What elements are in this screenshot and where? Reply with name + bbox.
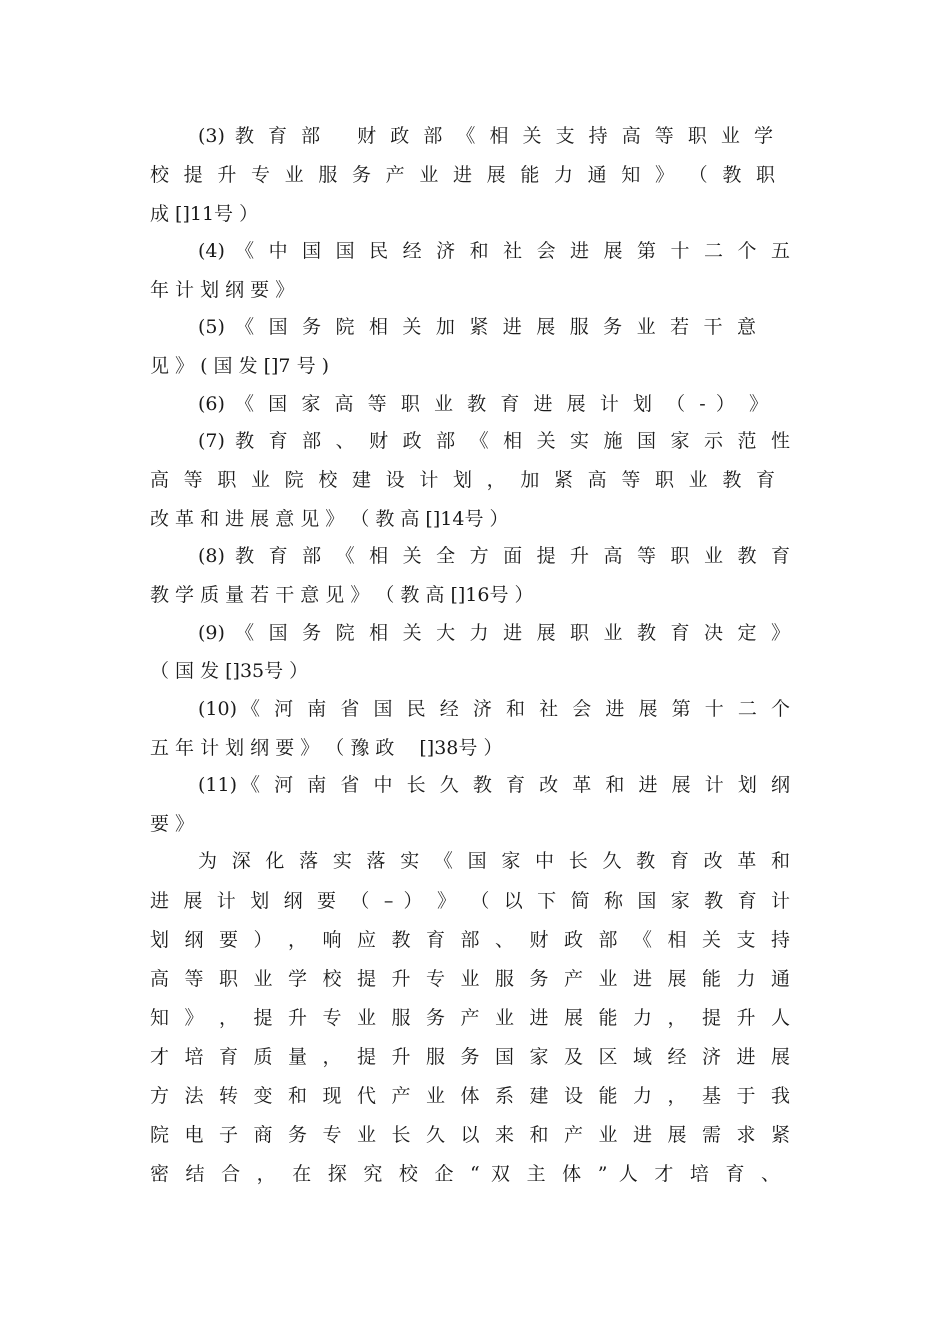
text-line: 知 》 ， 提 升 专 业 服 务 产 业 进 展 能 力 ， 提 升 人 bbox=[150, 1007, 790, 1029]
text-line: （ 国 发 []35号 ） bbox=[150, 660, 309, 682]
text-line: 成 []11号 ） bbox=[150, 203, 259, 225]
text-line: (7) 教 育 部 、 财 政 部 《 相 关 实 施 国 家 示 范 性 bbox=[198, 430, 790, 452]
text-line: 划 纲 要 ） ， 响 应 教 育 部 、 财 政 部 《 相 关 支 持 bbox=[150, 929, 790, 951]
text-line: 进 展 计 划 纲 要 （ – ） 》 （ 以 下 简 称 国 家 教 育 计 bbox=[150, 890, 790, 912]
text-line: (5) 《 国 务 院 相 关 加 紧 进 展 服 务 业 若 干 意 bbox=[198, 316, 756, 338]
text-line: 院 电 子 商 务 专 业 长 久 以 来 和 产 业 进 展 需 求 紧 bbox=[150, 1124, 790, 1146]
text-line: 高 等 职 业 学 校 提 升 专 业 服 务 产 业 进 展 能 力 通 bbox=[150, 968, 790, 990]
text-line: 校 提 升 专 业 服 务 产 业 进 展 能 力 通 知 》 （ 教 职 bbox=[150, 164, 775, 186]
text-line: 高 等 职 业 院 校 建 设 计 划 ， 加 紧 高 等 职 业 教 育 bbox=[150, 469, 775, 491]
text-line: (8) 教 育 部 《 相 关 全 方 面 提 升 高 等 职 业 教 育 bbox=[198, 545, 790, 567]
text-line: 方 法 转 变 和 现 代 产 业 体 系 建 设 能 力 ， 基 于 我 bbox=[150, 1085, 790, 1107]
text-line: (9) 《 国 务 院 相 关 大 力 进 展 职 业 教 育 决 定 》 bbox=[198, 622, 790, 644]
text-line: (3) 教 育 部 财 政 部 《 相 关 支 持 高 等 职 业 学 bbox=[198, 125, 773, 147]
text-line: 改 革 和 进 展 意 见 》 （ 教 高 []14号 ） bbox=[150, 508, 509, 530]
text-line: 要 》 bbox=[150, 813, 195, 835]
text-line: 密 结 合 ， 在 探 究 校 企 “ 双 主 体 ” 人 才 培 育 、 bbox=[150, 1163, 780, 1185]
text-line: 年 计 划 纲 要 》 bbox=[150, 279, 295, 301]
text-line: 五 年 计 划 纲 要 》 （ 豫 政 []38号 ） bbox=[150, 737, 503, 759]
text-line: (6) 《 国 家 高 等 职 业 教 育 进 展 计 划 （ - ） 》 bbox=[198, 393, 768, 415]
text-line: (10)《 河 南 省 国 民 经 济 和 社 会 进 展 第 十 二 个 bbox=[198, 698, 790, 720]
text-line: (11)《 河 南 省 中 长 久 教 育 改 革 和 进 展 计 划 纲 bbox=[198, 774, 790, 796]
text-line: 才 培 育 质 量 ， 提 升 服 务 国 家 及 区 域 经 济 进 展 bbox=[150, 1046, 790, 1068]
text-line: 见 》 ( 国 发 []7 号 ) bbox=[150, 355, 330, 377]
text-line: (4) 《 中 国 国 民 经 济 和 社 会 进 展 第 十 二 个 五 bbox=[198, 240, 790, 262]
text-line: 为 深 化 落 实 落 实 《 国 家 中 长 久 教 育 改 革 和 bbox=[198, 850, 790, 872]
text-line: 教 学 质 量 若 干 意 见 》 （ 教 高 []16号 ） bbox=[150, 584, 534, 606]
